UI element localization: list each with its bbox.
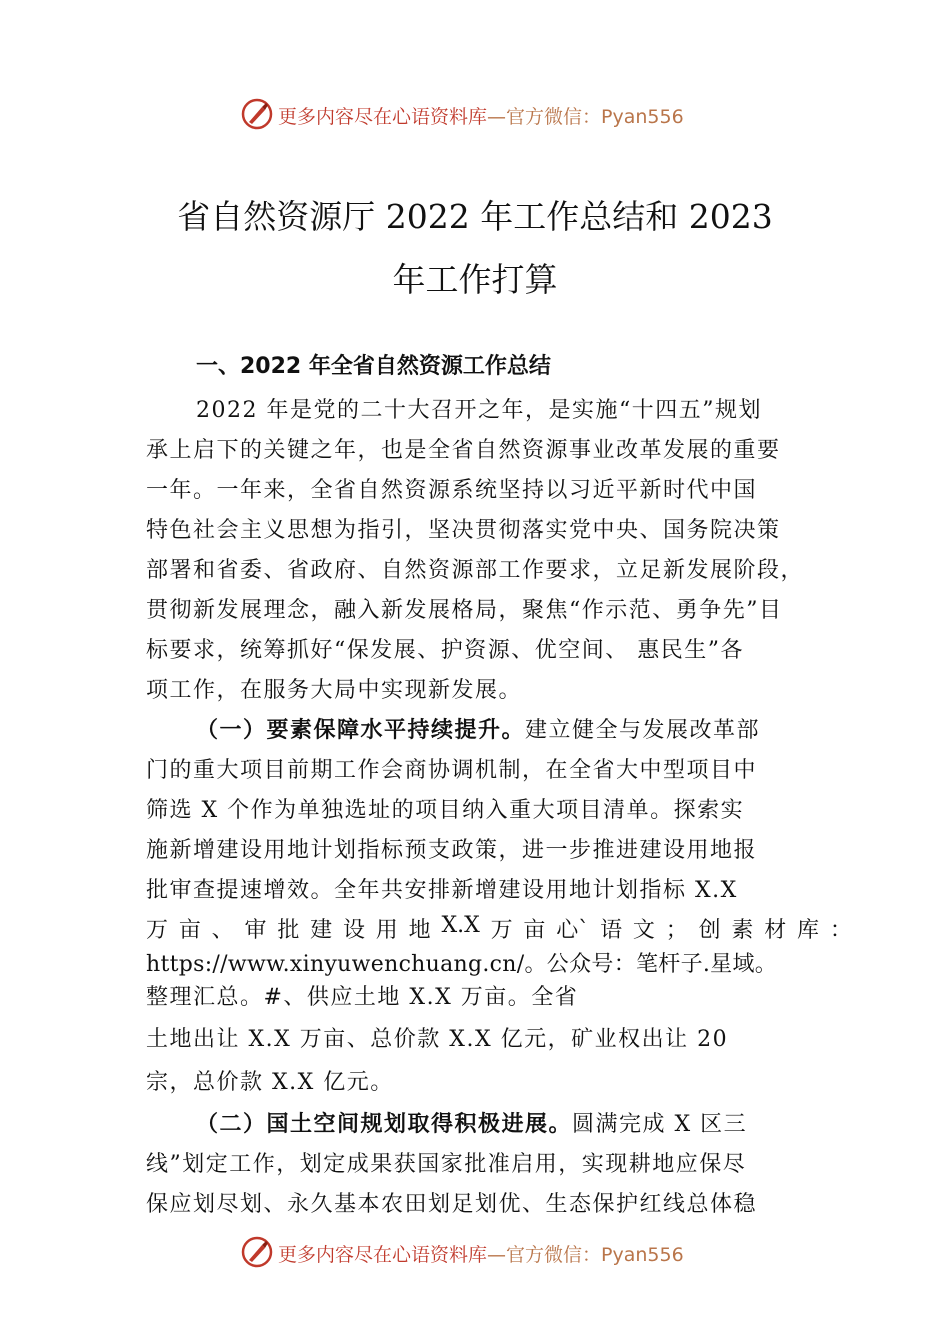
spread-token: 语 (600, 918, 623, 943)
spread-token: ： (829, 918, 852, 943)
spread-token: 创 (698, 918, 721, 943)
banner-separator: — (487, 106, 507, 128)
para1-line: 标要求，统筹抓好“保发展、护资源、优空间、 惠民生”各 (146, 638, 744, 663)
spread-token: 文 (632, 918, 655, 943)
para2-line: 宗，总价款 X.X 亿元。 (146, 1070, 394, 1095)
para2-url-line: https://www.xinyuwenchuang.cn/。公众号：笔杆子.星域。 (146, 952, 778, 977)
sub1-first-line (196, 713, 760, 744)
spread-token: 、 (211, 918, 234, 943)
pen-seal-logo-icon (240, 1235, 274, 1269)
sub2-first-line (196, 1107, 747, 1138)
spread-token: 批 (277, 918, 300, 943)
spread-token: 建 (310, 918, 333, 943)
para2-line: 批审查提速增效。全年共安排新增建设用地计划指标 X.X (146, 878, 738, 903)
para1-line: 贯彻新发展理念，融入新发展格局，聚焦“作示范、勇争先”目 (146, 598, 783, 623)
spread-token: X.X (441, 913, 480, 938)
para2-line: 施新增建设用地计划指标预支政策，进一步推进建设用地报 (146, 838, 758, 863)
spread-token: 素 (731, 918, 754, 943)
sub2-heading: （二）国土空间规划取得积极进展。 (196, 1111, 573, 1137)
section1-heading: 一、2022 年全省自然资源工作总结 (196, 354, 551, 379)
sub1-heading: （一）要素保障水平持续提升。 (196, 717, 526, 743)
doc-title-line1: 省自然资源厅 2022 年工作总结和 2023 (177, 197, 773, 236)
sub1-first-rest: 建立健全与发展改革部 (525, 718, 761, 743)
banner-wechat: 官方微信：Pyan556 (506, 106, 684, 128)
spread-token: ； (665, 918, 688, 943)
para1-line: 2022 年是党的二十大召开之年，是实施“十四五”规划 (196, 398, 762, 423)
para2-line: 门的重大项目前期工作会商协调机制，在全省大中型项目中 (146, 758, 758, 783)
footer-banner (0, 1233, 950, 1273)
banner-text (278, 1240, 684, 1267)
para3-line: 保应划尽划、永久基本农田划足划优、生态保护红线总体稳 (146, 1192, 758, 1217)
para1-line: 承上启下的关键之年，也是全省自然资源事业改革发展的重要 (146, 438, 781, 463)
banner-separator: — (487, 1244, 507, 1266)
para1-line: 一年。一年来，全省自然资源系统坚持以习近平新时代中国 (146, 478, 758, 503)
banner-library-name: 更多内容尽在心语资料库 (278, 1244, 488, 1266)
sub2-first-rest: 圆满完成 X 区三 (572, 1112, 748, 1137)
spread-token: 万 (146, 918, 169, 943)
para3-line: 线”划定工作，划定成果获国家批准启用，实现耕地应保尽 (146, 1152, 747, 1177)
para2-justified-line (146, 913, 852, 944)
para1-line: 部署和省委、省政府、自然资源部工作要求，立足新发展阶段， (146, 558, 805, 583)
banner-text (278, 102, 684, 129)
spread-token: 用 (375, 918, 398, 943)
banner-library-name: 更多内容尽在心语资料库 (278, 106, 488, 128)
para1-line: 特色社会主义思想为指引，坚决贯彻落实党中央、国务院决策 (146, 518, 781, 543)
spread-token: 万 (490, 918, 513, 943)
spread-token: 心` (556, 918, 590, 943)
spread-token: 地 (408, 918, 431, 943)
doc-title-line2: 年工作打算 (392, 260, 558, 299)
spread-token: 审 (244, 918, 267, 943)
pen-seal-logo-icon (240, 97, 274, 131)
para1-line: 项工作，在服务大局中实现新发展。 (146, 678, 523, 703)
spread-token: 设 (342, 918, 365, 943)
spread-token: 材 (764, 918, 787, 943)
spread-token: 亩 (178, 918, 201, 943)
spread-token: 亩 (523, 918, 546, 943)
para2-line: 筛选 X 个作为单独选址的项目纳入重大项目清单。探索实 (146, 798, 745, 823)
spread-token: 库 (797, 918, 820, 943)
banner-wechat: 官方微信：Pyan556 (506, 1244, 684, 1266)
para2-line: 整理汇总。#、供应土地 X.X 万亩。全省 (146, 985, 579, 1010)
header-banner (0, 95, 950, 135)
para2-line: 土地出让 X.X 万亩、总价款 X.X 亿元，矿业权出让 20 (146, 1027, 729, 1052)
